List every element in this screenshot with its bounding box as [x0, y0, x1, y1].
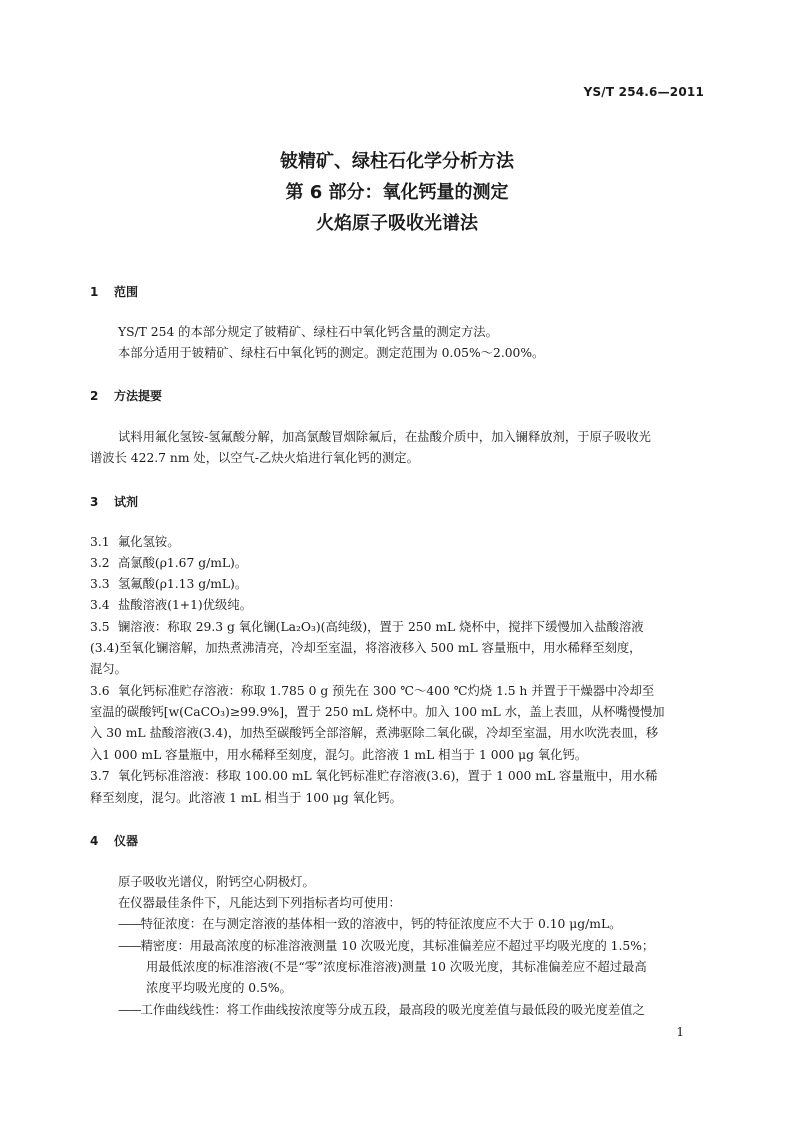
item-text: 氧化钙标准贮存溶液：称取 1.785 0 g 预先在 300 ℃～400 ℃灼烧 1.5 h 并置于干燥器中冷却至 [118, 684, 655, 698]
section-1-heading [90, 283, 138, 300]
section-2-heading [90, 387, 162, 404]
item-text-line: 混匀。 [90, 662, 127, 676]
item-number: 3.3 [90, 577, 110, 591]
reagent-item [90, 532, 180, 553]
reagent-item [90, 553, 247, 574]
section-title: 试剂 [114, 495, 139, 509]
item-number: 3.1 [90, 535, 110, 549]
section-title: 范围 [114, 285, 139, 299]
section-title: 方法提要 [114, 389, 163, 403]
item-text-line: 入 30 mL 盐酸溶液(3.4)，加热至碳酸钙全部溶解，煮沸驱除二氧化碳，冷却至室温，用水吹洗表皿，移 [90, 726, 659, 740]
item-text-line: 浓度平均吸光度的 0.5%。 [146, 981, 292, 995]
item-text: 高氯酸(ρ1.67 g/mL)。 [118, 556, 248, 570]
section-number: 3 [90, 495, 99, 509]
item-number: 3.5 [90, 620, 110, 634]
dash-marker: —— [118, 1003, 141, 1017]
item-text: 氧化钙标准溶液：移取 100.00 mL 氧化钙标准贮存溶液(3.6)，置于 1 000 mL 容量瓶中，用水稀 [118, 769, 658, 783]
section-3-heading [90, 493, 138, 510]
standard-code: YS/T 254.6—2011 [583, 85, 704, 99]
section-number: 4 [90, 834, 99, 848]
dash-marker: —— [118, 917, 141, 931]
section-title: 仪器 [114, 834, 139, 848]
dash-item [118, 914, 621, 935]
page-number: 1 [676, 1025, 684, 1039]
item-text: 特征浓度：在与测定溶液的基体相一致的溶液中，钙的特征浓度应不大于 0.10 μg/mL。 [140, 917, 622, 931]
item-text-line: 入1 000 mL 容量瓶中，用水稀释至刻度，混匀。此溶液 1 mL 相当于 1 000 μg 氧化钙。 [90, 748, 588, 762]
paragraph: 在仪器最佳条件下，凡能达到下列指标者均可使用： [118, 896, 401, 910]
document-title [0, 146, 794, 239]
dash-item [118, 1000, 645, 1021]
reagent-item [90, 595, 252, 616]
paragraph-line: 试料用氟化氢铵-氢氟酸分解，加高氯酸冒烟除氟后，在盐酸介质中，加入镧释放剂，于原子吸收光 [118, 430, 651, 444]
section-number: 1 [90, 285, 99, 299]
reagent-item [90, 766, 657, 787]
item-number: 3.7 [90, 769, 110, 783]
reagent-item [90, 617, 644, 638]
paragraph: 本部分适用于铍精矿、绿柱石中氧化钙的测定。测定范围为 0.05%～2.00%。 [118, 346, 545, 360]
item-text: 镧溶液：称取 29.3 g 氧化镧(La₂O₃)(高纯级)，置于 250 mL 烧杯中，搅拌下缓慢加入盐酸溶液 [118, 620, 644, 634]
item-number: 3.6 [90, 684, 110, 698]
item-text: 氟化氢铵。 [118, 535, 180, 549]
section-4-heading [90, 832, 138, 849]
dash-marker: —— [118, 939, 141, 953]
item-text: 氢氟酸(ρ1.13 g/mL)。 [118, 577, 248, 591]
item-number: 3.4 [90, 598, 110, 612]
title-line-3: 火焰原子吸收光谱法 [316, 213, 478, 234]
item-text-line: 释至刻度，混匀。此溶液 1 mL 相当于 100 μg 氧化钙。 [90, 791, 402, 805]
item-text: 精密度：用最高浓度的标准溶液测量 10 次吸光度，其标准偏差应不超过平均吸光度的 1.5%； [140, 939, 655, 953]
paragraph: YS/T 254 的本部分规定了铍精矿、绿柱石中氧化钙含量的测定方法。 [118, 325, 498, 339]
item-text-line: 室温的碳酸钙[w(CaCO₃)≥99.9%]，置于 250 mL 烧杯中。加入 100 mL 水，盖上表皿，从杯嘴慢慢加 [90, 705, 665, 719]
item-text-line: (3.4)至氧化镧溶解，加热煮沸清亮，冷却至室温，将溶液移入 500 mL 容量瓶中，用水稀释至刻度， [90, 641, 642, 655]
item-text: 工作曲线线性：将工作曲线按浓度等分成五段，最高段的吸光度差值与最低段的吸光度差值之 [140, 1003, 645, 1017]
paragraph-line: 谱波长 422.7 nm 处，以空气-乙炔火焰进行氧化钙的测定。 [90, 451, 419, 465]
item-text-line: 用最低浓度的标准溶液(不是“零”浓度标准溶液)测量 10 次吸光度，其标准偏差应不超过最高 [146, 960, 647, 974]
reagent-item [90, 681, 654, 702]
title-line-2: 第 6 部分：氧化钙量的测定 [285, 182, 509, 203]
reagent-item [90, 574, 247, 595]
title-line-1: 铍精矿、绿柱石化学分析方法 [280, 151, 514, 172]
item-number: 3.2 [90, 556, 110, 570]
section-number: 2 [90, 389, 99, 403]
dash-item [118, 936, 654, 957]
paragraph: 原子吸收光谱仪，附钙空心阴极灯。 [118, 875, 315, 889]
item-text: 盐酸溶液(1+1)优级纯。 [118, 598, 252, 612]
